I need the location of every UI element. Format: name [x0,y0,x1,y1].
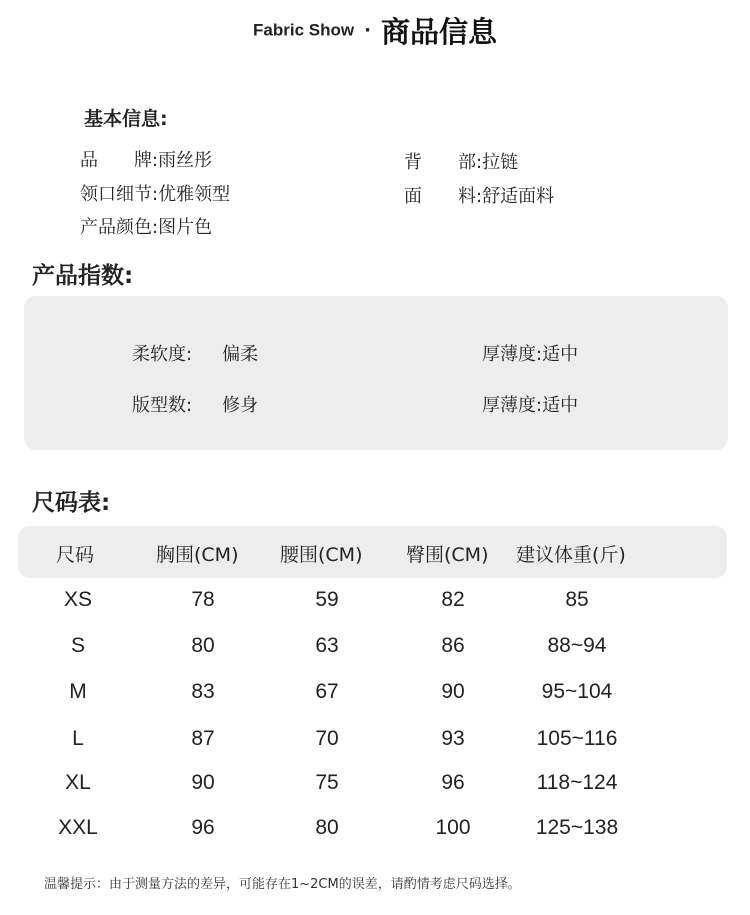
table-cell: 93 [441,727,465,750]
basic-item-key: 面 料: [404,186,483,207]
index-item-value: 偏柔 [222,344,259,365]
table-cell: 82 [441,588,465,611]
index-item-value: 适中 [542,344,579,365]
basic-item-key: 领口细节: [80,184,159,205]
table-cell: 100 [435,816,471,839]
basic-item-back [404,148,518,174]
table-cell: XL [65,771,91,794]
index-item-key: 版型数: [132,395,193,416]
basic-item-color [80,213,212,239]
table-cell: 90 [191,771,215,794]
table-cell: 83 [191,680,215,703]
index-item-softness [132,340,258,366]
table-cell: 95~104 [541,680,613,703]
basic-item-key: 产品颜色: [80,217,159,238]
basic-info-title: 基本信息: [84,108,168,130]
table-cell: 88~94 [547,634,607,657]
table-cell: 80 [315,816,339,839]
product-index-panel [24,296,728,450]
table-cell: 75 [315,771,339,794]
size-note: 温馨提示：由于测量方法的差异，可能存在1~2CM的误差，请酌情考虑尺码选择。 [44,877,521,892]
table-cell: XXL [58,816,98,839]
table-cell: 85 [565,588,589,611]
table-cell: 118~124 [536,771,618,794]
basic-item-value: 图片色 [158,217,213,238]
table-cell: 67 [315,680,339,703]
column-header-size: 尺码 [56,544,95,566]
basic-item-collar [80,180,230,206]
separator-dot: · [364,20,371,41]
table-cell: 70 [315,727,339,750]
table-cell: S [70,634,86,657]
table-cell: 87 [191,727,215,750]
index-item-value: 适中 [542,395,579,416]
index-item-key: 厚薄度: [482,395,543,416]
table-cell: XS [63,588,93,611]
index-item-fit [132,391,258,417]
table-cell: L [72,727,84,750]
column-header-weight: 建议体重(斤) [516,544,626,566]
basic-item-key: 背 部: [404,152,483,173]
table-cell: 96 [441,771,465,794]
table-cell: 63 [315,634,339,657]
table-cell: 90 [441,680,465,703]
basic-item-value: 舒适面料 [482,186,555,207]
table-cell: M [69,680,87,703]
index-item-thickness-2 [482,391,578,417]
index-item-thickness [482,340,578,366]
index-item-value: 修身 [222,395,259,416]
table-cell: 80 [191,634,215,657]
column-header-waist: 腰围(CM) [280,544,363,566]
basic-item-brand [80,146,212,172]
column-header-bust: 胸围(CM) [156,544,239,566]
table-cell: 96 [191,816,215,839]
table-cell: 125~138 [535,816,619,839]
basic-item-value: 优雅领型 [158,184,231,205]
index-item-key: 厚薄度: [482,344,543,365]
basic-item-value: 拉链 [482,152,519,173]
table-cell: 105~116 [536,727,618,750]
column-header-hip: 臀围(CM) [406,544,489,566]
table-cell: 59 [315,588,339,611]
basic-item-fabric [404,182,554,208]
product-index-title: 产品指数: [32,263,134,289]
table-cell: 78 [191,588,215,611]
basic-item-value: 雨丝彤 [158,150,213,171]
table-cell: 86 [441,634,465,657]
brand-name: Fabric Show [253,20,355,40]
basic-item-key: 品 牌: [80,150,159,171]
size-table-title: 尺码表: [32,490,111,516]
page-title: 商品信息 [380,15,497,49]
page-header [0,10,750,50]
index-item-key: 柔软度: [132,344,193,365]
